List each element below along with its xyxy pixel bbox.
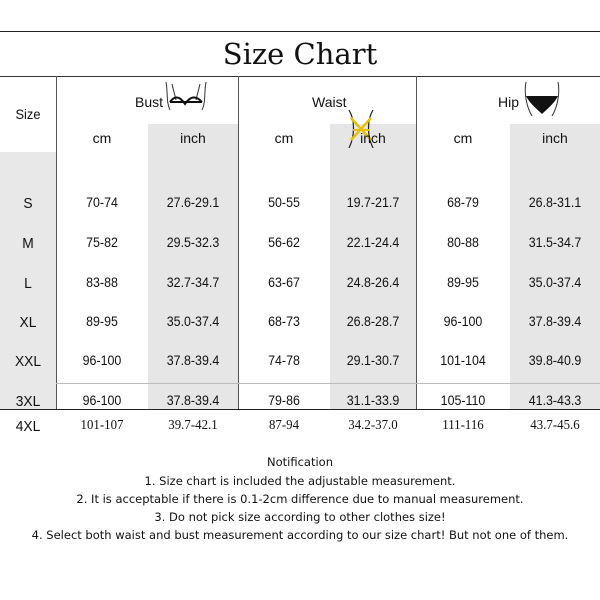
divider — [56, 383, 600, 384]
table-cell: 56-62 — [268, 235, 300, 250]
table-cell: 19.7-21.7 — [346, 195, 400, 210]
unit-bust-cm: cm — [92, 130, 112, 146]
table-cell: 32.7-34.7 — [166, 275, 220, 290]
size-label: XXL — [14, 353, 42, 370]
unit-hip-cm: cm — [453, 130, 473, 146]
table-cell: 89-95 — [86, 314, 118, 329]
table-cell: 37.8-39.4 — [528, 314, 582, 329]
table-cell: 22.1-24.4 — [346, 235, 400, 250]
table-cell: 31.5-34.7 — [528, 235, 582, 250]
size-chart-table — [0, 31, 600, 435]
table-cell: 37.8-39.4 — [166, 353, 220, 368]
table-cell: 101-107 — [80, 418, 124, 433]
bust-label: Bust — [135, 94, 164, 110]
table-cell: 96-100 — [82, 393, 122, 408]
size-label: 4XL — [15, 418, 41, 435]
size-header: Size — [15, 106, 41, 122]
divider — [56, 76, 57, 409]
divider — [238, 76, 239, 409]
table-cell: 26.8-28.7 — [346, 314, 400, 329]
notification-line: 1. Size chart is included the adjustable measurement. — [144, 474, 456, 488]
table-cell: 96-100 — [443, 314, 483, 329]
table-cell: 96-100 — [82, 353, 122, 368]
divider — [416, 76, 417, 409]
table-cell: 80-88 — [447, 235, 479, 250]
notification-line: 4. Select both waist and bust measurement according to our size chart! But not one of them. — [31, 528, 569, 542]
table-cell: 31.1-33.9 — [346, 393, 400, 408]
unit-waist-inch: inch — [360, 130, 386, 146]
table-cell: 68-79 — [447, 195, 479, 210]
size-label: L — [24, 275, 32, 292]
table-cell: 26.8-31.1 — [528, 195, 582, 210]
table-cell: 37.8-39.4 — [166, 393, 220, 408]
hip-label: Hip — [498, 94, 520, 110]
table-cell: 34.2-37.0 — [348, 418, 398, 433]
unit-bust-inch: inch — [180, 130, 206, 146]
table-cell: 105-110 — [440, 393, 486, 408]
table-cell: 41.3-43.3 — [528, 393, 582, 408]
waist-label: Waist — [312, 94, 347, 110]
table-cell: 75-82 — [86, 235, 118, 250]
panty-icon — [522, 82, 562, 118]
table-cell: 111-116 — [442, 418, 484, 433]
table-cell: 101-104 — [440, 353, 486, 368]
size-label: XL — [19, 314, 37, 331]
chart-title: Size Chart — [0, 32, 600, 77]
notification-title: Notification — [267, 455, 333, 469]
table-cell: 70-74 — [86, 195, 118, 210]
table-cell: 83-88 — [86, 275, 118, 290]
table-cell: 35.0-37.4 — [166, 314, 220, 329]
size-label: S — [23, 195, 33, 212]
table-cell: 68-73 — [268, 314, 300, 329]
table-cell: 29.5-32.3 — [166, 235, 220, 250]
table-cell: 89-95 — [447, 275, 479, 290]
table-cell: 87-94 — [268, 418, 300, 433]
table-cell: 74-78 — [268, 353, 300, 368]
table-cell: 27.6-29.1 — [166, 195, 220, 210]
size-label: M — [22, 235, 34, 252]
unit-waist-cm: cm — [274, 130, 294, 146]
table-cell: 63-67 — [268, 275, 300, 290]
table-cell: 24.8-26.4 — [346, 275, 400, 290]
table-cell: 29.1-30.7 — [346, 353, 400, 368]
table-cell: 39.8-40.9 — [528, 353, 582, 368]
table-cell: 39.7-42.1 — [168, 418, 218, 433]
notification-line: 2. It is acceptable if there is 0.1-2cm difference due to manual measurement. — [76, 492, 524, 506]
unit-hip-inch: inch — [542, 130, 568, 146]
notification-line: 3. Do not pick size according to other clothes size! — [154, 510, 446, 524]
bra-icon — [162, 78, 210, 116]
table-cell: 50-55 — [268, 195, 300, 210]
table-cell: 43.7-45.6 — [530, 418, 580, 433]
table-cell: 79-86 — [268, 393, 300, 408]
table-cell: 35.0-37.4 — [528, 275, 582, 290]
size-label: 3XL — [15, 393, 41, 410]
